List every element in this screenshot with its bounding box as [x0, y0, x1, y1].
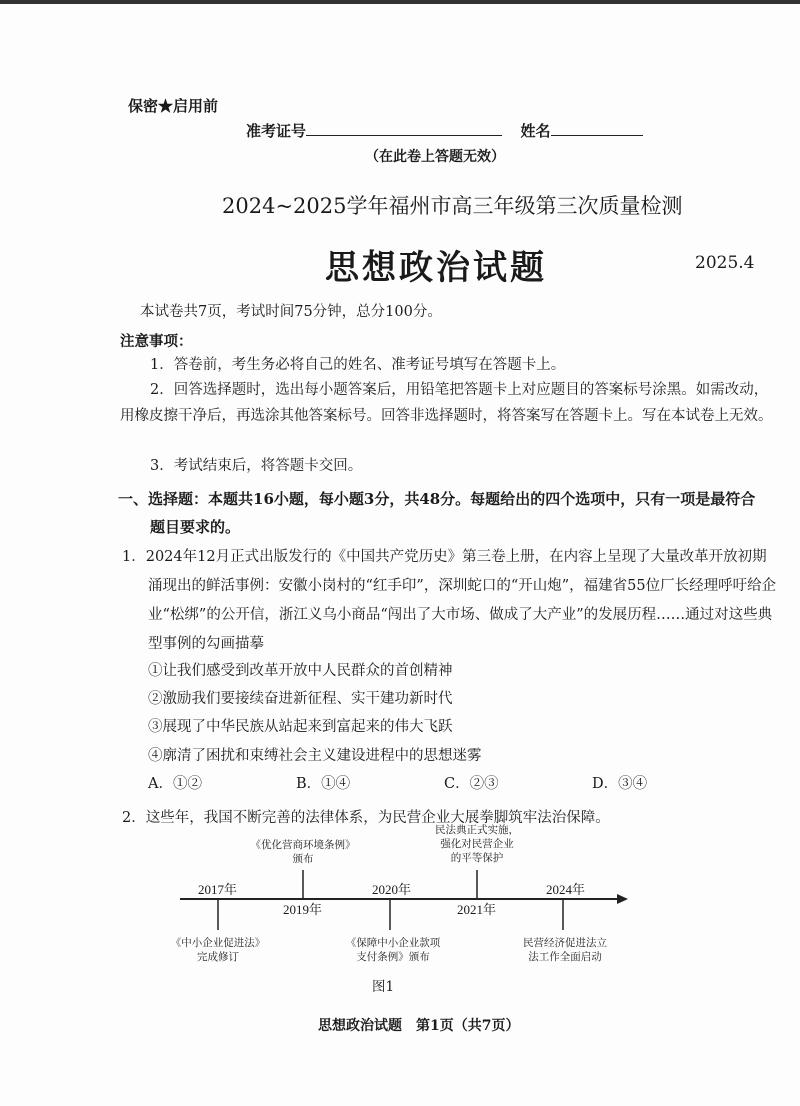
answer-notice: （在此卷上答题无效） [365, 149, 505, 165]
choice-b: B．①④ [296, 776, 351, 792]
exam-id-label: 准考证号 [246, 122, 307, 140]
name-label: 姓名 [520, 122, 551, 140]
question-1-statement: ①让我们感受到改革开放中人民群众的首创精神 [148, 663, 453, 679]
question-2-stem: 2．这些年，我国不断完善的法律体系，为民营企业大展拳脚筑牢法治保障。 [122, 810, 610, 826]
event-label: 的平等保护 [450, 852, 504, 864]
year-label: 2019年 [283, 902, 323, 917]
question-1-statement: ②激励我们要接续奋进新征程、实干建功新时代 [148, 691, 453, 707]
question-1-stem: 1．2024年12月正式出版发行的《中国共产党历史》第三卷上册，在内容上呈现了大量改革开放初期涌现出的鲜活事例：安徽小岗村的“红手印”，深圳蛇口的“开山炮”，福建省55位厂长经理呼吁给企业“松绑”的公开信，浙江义乌小商品“闯出了大市场、做成了大产业”的发展历程……通过对这些典型事例的勾画描摹 [122, 549, 777, 652]
year-label: 2020年 [372, 882, 412, 897]
figure-caption: 图1 [372, 979, 395, 995]
year-label: 2017年 [198, 882, 238, 897]
paper-intro: 本试卷共7页，考试时间75分钟，总分100分。 [140, 304, 442, 320]
event-label: 民营经济促进法立 [523, 937, 607, 949]
event-label: 支付条例》颁布 [356, 951, 430, 963]
note-item: 2．回答选择题时，选出每小题答案后，用铅笔把答题卡上对应题目的答案标号涂黑。如需改动，用橡皮擦干净后，再选涂其他答案标号。回答非选择题时，将答案写在答题卡上。写在本试卷上无效。 [120, 382, 773, 424]
note-item: 3．考试结束后，将答题卡交回。 [150, 458, 363, 474]
event-label: 颁布 [292, 853, 314, 865]
choice-a: A．①② [148, 776, 202, 792]
year-label: 2024年 [546, 882, 586, 897]
exam-title: 2024~2025学年福州市高三年级第三次质量检测 [222, 194, 683, 218]
notes-heading: 注意事项： [120, 333, 193, 350]
choice-d: D．③④ [592, 776, 648, 792]
exam-date: 2025.4 [695, 253, 755, 273]
event-label: 《中小企业促进法》 [170, 937, 266, 949]
event-label: 法工作全面启动 [528, 951, 602, 963]
section-heading: 一、选择题：本题共16小题，每小题3分，共48分。每题给出的四个选项中，只有一项是最符合题目要求的。 [118, 490, 756, 536]
timeline-arrow-icon [617, 894, 628, 904]
event-label: 民法典正式实施， [435, 824, 519, 836]
event-label: 强化对民营企业 [440, 838, 514, 850]
question-1-statement: ③展现了中华民族从站起来到富起来的伟大飞跃 [148, 719, 453, 735]
choice-c: C．②③ [444, 776, 499, 792]
page-footer: 思想政治试题 第1页（共7页） [318, 1018, 520, 1034]
event-label: 完成修订 [197, 951, 239, 963]
subject-title: 思想政治试题 [325, 248, 547, 288]
confidential-label: 保密★启用前 [128, 97, 219, 115]
note-item: 1．答卷前，考生务必将自己的姓名、准考证号填写在答题卡上。 [150, 357, 566, 373]
year-label: 2021年 [457, 902, 497, 917]
question-1-statement: ④廓清了困扰和束缚社会主义建设进程中的思想迷雾 [148, 748, 482, 764]
event-label: 《优化营商环境条例》 [250, 839, 356, 851]
event-label: 《保障中小企业款项 [345, 937, 441, 949]
